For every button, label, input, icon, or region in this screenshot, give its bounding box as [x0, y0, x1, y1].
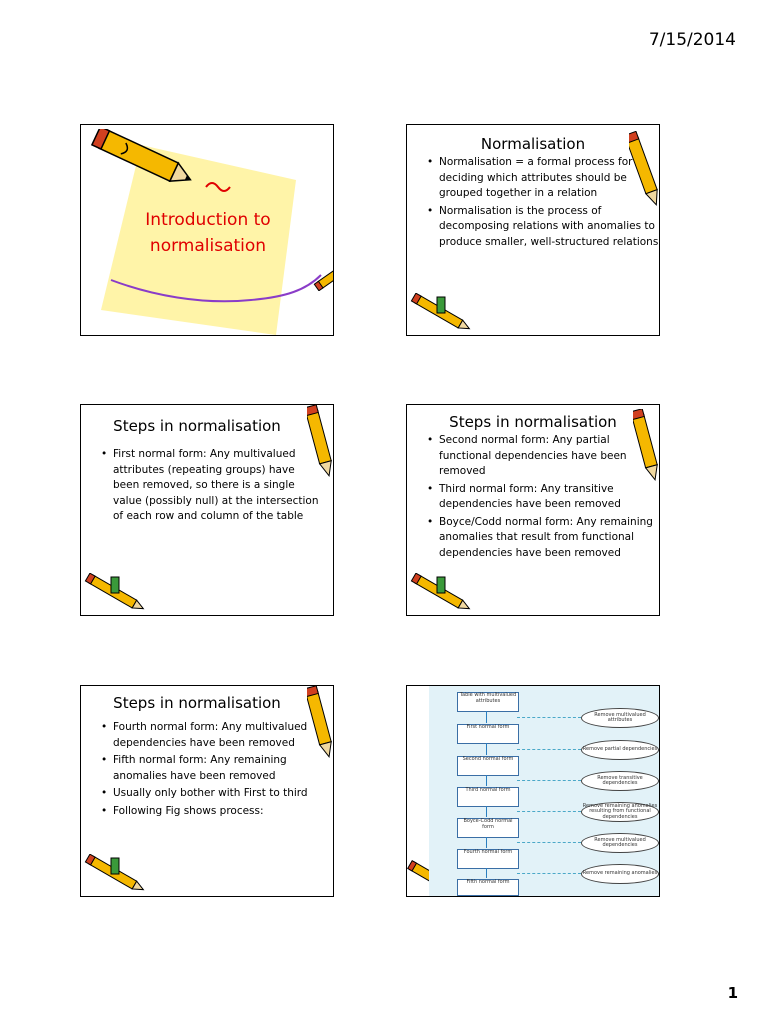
step-box: Third normal form — [457, 787, 519, 807]
bullet-item: • Usually only bother with First to third — [101, 786, 311, 802]
dashed-link — [517, 873, 581, 874]
slide-title: Introduction to normalisation — [145, 210, 271, 256]
action-oval: Remove remaining anomalies resulting from functional dependencies — [581, 802, 659, 822]
bullet-list — [427, 155, 659, 252]
dashed-link — [517, 811, 581, 812]
bullet-item: • Fourth normal form: Any multivalued dependencies have been removed — [101, 720, 311, 751]
arrow-connector — [486, 806, 487, 817]
action-oval: Remove multivalued attributes — [581, 708, 659, 728]
crayons-icon — [407, 293, 477, 335]
page-number: 1 — [727, 984, 738, 1002]
action-oval: Remove multivalued dependencies — [581, 833, 659, 853]
step-box: Fourth normal form — [457, 849, 519, 869]
step-box: Table with multivalued attributes — [457, 692, 519, 712]
crayons-icon — [81, 854, 151, 896]
bullet-item: • Third normal form: Any transitive dependencies have been removed — [427, 482, 659, 513]
bullet-item: • Following Fig shows process: — [101, 804, 311, 820]
pencil-icon — [91, 129, 201, 189]
crayons-icon — [81, 573, 151, 615]
crayons-icon — [407, 573, 477, 615]
page-date: 7/15/2014 — [648, 30, 736, 50]
action-oval: Remove transitive dependencies — [581, 771, 659, 791]
arrow-connector — [486, 711, 487, 723]
bullet-list — [427, 433, 659, 563]
slide-normalisation — [406, 124, 660, 336]
dashed-link — [517, 717, 581, 718]
slide-title: Steps in normalisation — [113, 417, 281, 435]
step-box: Second normal form — [457, 756, 519, 776]
action-oval: Remove partial dependencies — [581, 740, 659, 760]
bullet-item: • Fifth normal form: Any remaining anomalies have been removed — [101, 753, 311, 784]
slide-title: Steps in normalisation — [113, 694, 281, 712]
bullet-item: • Second normal form: Any partial functional dependencies have been removed — [427, 433, 659, 480]
pencil-icon — [307, 405, 333, 480]
slide-title: Normalisation — [480, 135, 586, 153]
slide-process-figure — [406, 685, 660, 897]
slide-title: Steps in normalisation — [449, 413, 617, 431]
pencil-icon — [629, 131, 659, 211]
arrow-connector — [486, 775, 487, 786]
dashed-link — [517, 842, 581, 843]
arrow-connector — [486, 743, 487, 755]
bullet-item: • First normal form: Any multivalued attributes (repeating groups) have been removed, so there is a single value (possibly null) at the intersection of each row and column of the table — [101, 447, 321, 525]
step-box: Boyce-Codd normal form — [457, 818, 519, 838]
action-oval: Remove remaining anomalies — [581, 864, 659, 884]
bullet-item: • Normalisation = a formal process for deciding which attributes should be grouped together in a relation — [427, 155, 659, 202]
normalisation-process-diagram — [429, 686, 660, 896]
bullet-item: • Normalisation is the process of decomposing relations with anomalies to produce smaller, well-structured relations — [427, 204, 659, 251]
slide-intro — [80, 124, 334, 336]
bullet-list — [101, 447, 321, 527]
dashed-link — [517, 749, 581, 750]
slide-steps-3 — [80, 685, 334, 897]
bullet-list — [101, 720, 311, 821]
arrow-connector — [486, 837, 487, 848]
bullet-item: • Boyce/Codd normal form: Any remaining anomalies that result from functional dependencies have been removed — [427, 515, 659, 562]
arrow-connector — [486, 868, 487, 878]
slide-steps-2 — [406, 404, 660, 616]
dashed-link — [517, 780, 581, 781]
pencil-icon — [313, 261, 334, 291]
pencil-icon — [633, 409, 659, 484]
step-box: Fifth normal form — [457, 879, 519, 896]
pencil-icon — [307, 686, 333, 761]
slide-steps-1 — [80, 404, 334, 616]
step-box: First normal form — [457, 724, 519, 744]
